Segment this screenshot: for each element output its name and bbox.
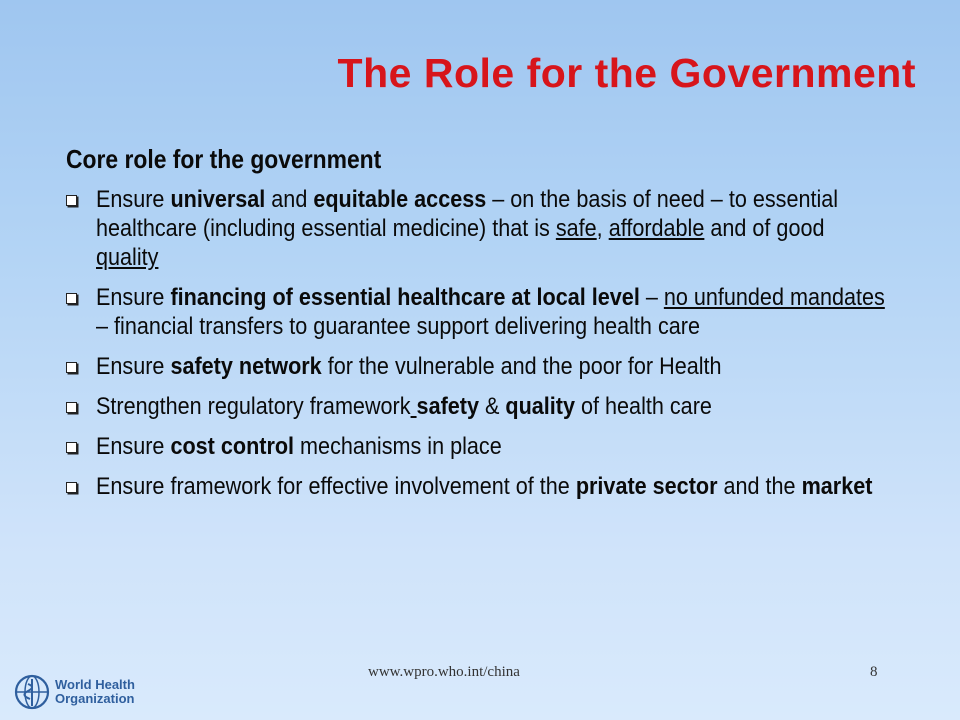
bullet-text [96,185,888,272]
who-logo [14,674,135,710]
bold-text: universal [170,186,266,213]
checkbox-bullet-icon [66,402,77,413]
underlined-text: affordable [608,215,705,242]
text-run: for the vulnerable and the poor for Health [321,353,722,380]
text-run: Strengthen regulatory framework [96,393,411,420]
underlined-text: quality [96,244,159,271]
bullet-item [66,472,960,501]
text-run: mechanisms in place [294,433,502,460]
bullet-item [66,283,960,341]
text-run: Ensure [96,186,171,213]
text-run: Ensure [96,353,171,380]
bold-text: cost control [170,433,295,460]
who-logo-line2: Organization [55,691,135,706]
bold-text: financing of essential healthcare at local level [170,284,640,311]
bullet-list [66,185,960,512]
text-run: Ensure [96,433,171,460]
bold-text: quality [505,393,576,420]
text-run: – on the basis of need – to essential healthcare (including essential medicine) that is [96,186,839,242]
text-run: & [478,393,506,420]
bold-text: market [801,473,873,500]
bullet-item [66,185,960,272]
bold-text: private sector [575,473,718,500]
checkbox-bullet-icon [66,293,77,304]
checkbox-bullet-icon [66,482,77,493]
bold-text: safety [416,393,479,420]
page-number: 8 [870,664,878,680]
checkbox-bullet-icon [66,362,77,373]
text-run: and of good [704,215,825,242]
text-run: Ensure [96,284,171,311]
bullet-item [66,392,960,421]
who-logo-line1: World Health [55,677,135,692]
underlined-text: safe [555,215,597,242]
bold-text: safety network [170,353,322,380]
text-run: – financial transfers to guarantee support delivering health care [96,313,700,340]
slide-subtitle: Core role for the government [66,144,382,174]
bullet-text [96,283,888,341]
bullet-item [66,432,960,461]
checkbox-bullet-icon [66,442,77,453]
bullet-text [96,392,888,421]
bold-text: equitable access [313,186,487,213]
footer-url: www.wpro.who.int/china [368,664,520,680]
text-run: and [265,186,314,213]
bullet-text [96,472,888,501]
bullet-text [96,432,888,461]
checkbox-bullet-icon [66,195,77,206]
text-run: – [639,284,664,311]
underlined-text: no unfunded mandates [663,284,885,311]
text-run: and the [717,473,802,500]
slide-title: The Role for the Government [337,50,916,96]
who-emblem-icon [14,674,50,710]
text-run: , [596,215,609,242]
text-run: of health care [575,393,712,420]
who-logo-text [55,678,135,706]
bullet-text [96,352,888,381]
bullet-item [66,352,960,381]
text-run: Ensure framework for effective involvement of the [96,473,576,500]
